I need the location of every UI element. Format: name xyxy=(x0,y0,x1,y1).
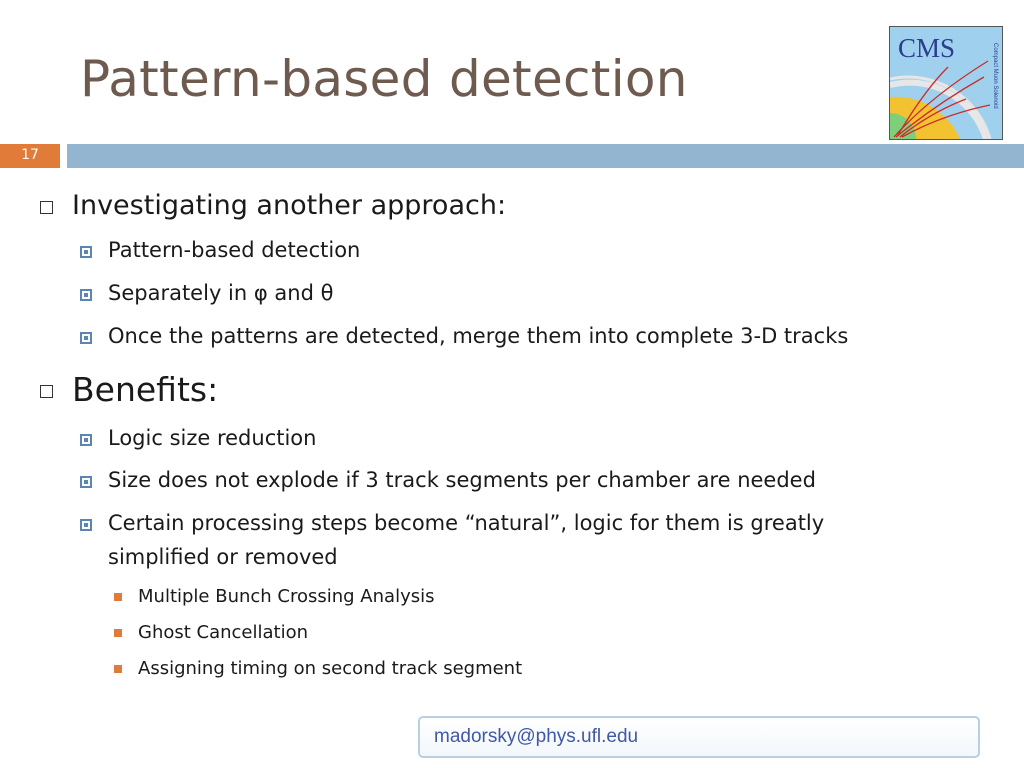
bullet-text: Separately in φ and θ xyxy=(108,281,334,305)
bullet-text: Certain processing steps become “natural”, logic for them is greatly xyxy=(108,511,825,535)
logo-side-text: Compact Muon Solenoid xyxy=(992,43,998,109)
hollow-square-bullet-icon xyxy=(40,385,53,398)
square-bullet-icon xyxy=(80,476,92,488)
cms-logo xyxy=(889,26,1003,140)
bullet-text: Pattern-based detection xyxy=(108,238,361,262)
bullet-text: Size does not explode if 3 track segments per chamber are needed xyxy=(108,468,816,492)
bullet-l3 xyxy=(138,622,308,643)
square-bullet-icon xyxy=(80,289,92,301)
logo-text: CMS xyxy=(898,33,956,63)
square-bullet-icon xyxy=(80,434,92,446)
square-bullet-icon xyxy=(80,519,92,531)
bullet-l2-continuation xyxy=(108,545,338,569)
footer-email-box xyxy=(418,716,980,758)
bullet-l1-benefits xyxy=(72,370,218,409)
bullet-text: Once the patterns are detected, merge them into complete 3-D tracks xyxy=(108,324,849,348)
bullet-l2 xyxy=(108,238,360,262)
bullet-l2 xyxy=(108,324,848,348)
title-rule-bar xyxy=(67,144,1024,168)
bullet-text: Logic size reduction xyxy=(108,426,317,450)
square-bullet-icon xyxy=(80,332,92,344)
bullet-l3 xyxy=(138,586,434,607)
bullet-text: Investigating another approach: xyxy=(72,190,507,221)
bullet-text: simplified or removed xyxy=(108,545,338,569)
bullet-l2 xyxy=(108,468,816,492)
bullet-l2 xyxy=(108,281,333,305)
square-bullet-icon xyxy=(80,246,92,258)
filled-square-bullet-icon xyxy=(114,665,122,673)
hollow-square-bullet-icon xyxy=(40,201,53,214)
footer-email[interactable]: madorsky@phys.ufl.edu xyxy=(434,726,639,747)
filled-square-bullet-icon xyxy=(114,629,122,637)
bullet-l2 xyxy=(108,426,316,450)
bullet-text: Assigning timing on second track segment xyxy=(138,658,523,679)
bullet-l1-investigating xyxy=(72,190,506,221)
bullet-text: Multiple Bunch Crossing Analysis xyxy=(138,586,435,607)
bullet-l3 xyxy=(138,658,522,679)
bullet-text: Benefits: xyxy=(72,370,219,409)
slide-title: Pattern-based detection xyxy=(80,50,688,108)
slide-number: 17 xyxy=(0,144,60,168)
bullet-text: Ghost Cancellation xyxy=(138,622,309,643)
bullet-l2 xyxy=(108,511,824,535)
filled-square-bullet-icon xyxy=(114,593,122,601)
